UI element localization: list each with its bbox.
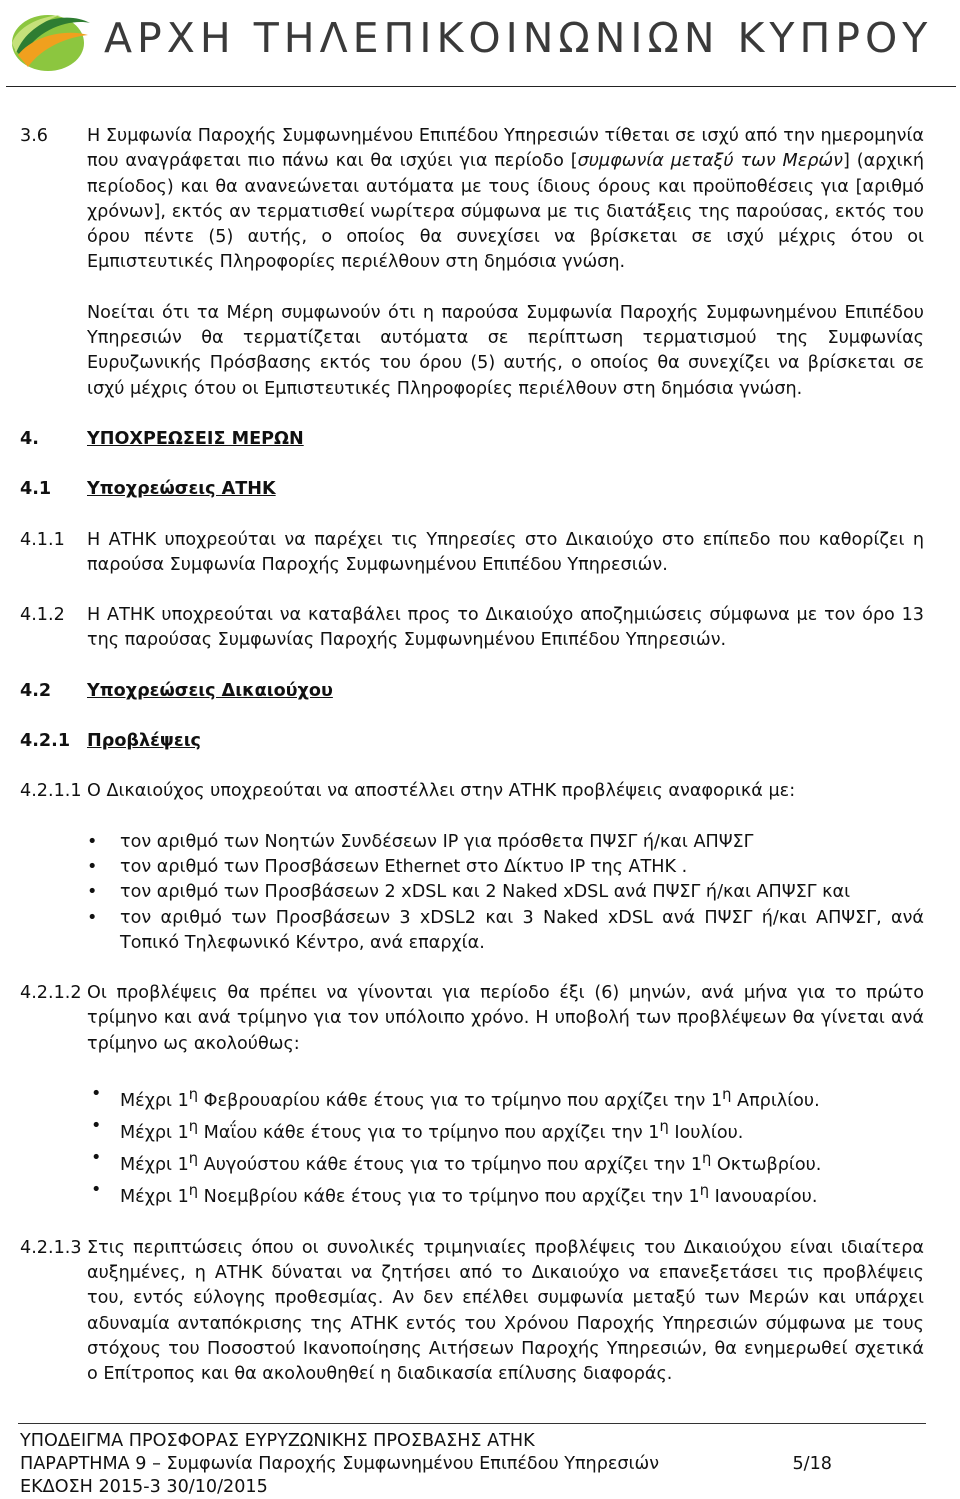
section-heading-4-1 — [20, 477, 924, 502]
ordinal-superscript: η — [702, 1150, 712, 1168]
section-title: Υποχρεώσεις ΑΤΗΚ — [87, 479, 276, 500]
list-item — [20, 1114, 924, 1146]
ordinal-superscript: η — [188, 1086, 199, 1104]
schedule-text: Μέχρι 1 — [120, 1090, 189, 1111]
schedule-text: Μέχρι 1 — [120, 1187, 189, 1208]
list-item — [20, 1082, 924, 1114]
page-number: 5/18 — [792, 1454, 832, 1474]
clause-4-2-1-3 — [20, 1236, 924, 1388]
clause-3-6 — [20, 124, 924, 276]
list-item — [20, 830, 924, 855]
clause-text-part: Η Συμφωνία Παροχής Συμφωνημένου Επιπέδου Υπηρεσιών τίθεται σε ισχύ από την ημερομηνία που αναγράφεται πιο πάνω και θα ισχύει για περίοδο [ — [87, 126, 924, 172]
clause-number: 4.2.1.1 — [20, 781, 82, 802]
section-number: 4. — [20, 428, 39, 449]
bullet-icon: • — [91, 1084, 102, 1105]
bullet-icon: • — [87, 856, 98, 877]
bullet-icon: • — [87, 831, 98, 852]
ordinal-superscript: η — [188, 1182, 199, 1200]
schedule-text: Οκτωβρίου. — [711, 1155, 822, 1176]
section-title: Υποχρεώσεις Δικαιούχου — [87, 680, 333, 701]
schedule-text: Ιουλίου. — [668, 1123, 744, 1144]
schedule-text: Ιανουαρίου. — [709, 1187, 818, 1208]
footer-divider — [18, 1423, 926, 1424]
bullet-icon: • — [91, 1180, 102, 1201]
schedule-text: Μέχρι 1 — [120, 1155, 189, 1176]
bullet-icon: • — [91, 1116, 102, 1137]
section-heading-4-2-1 — [20, 729, 924, 754]
submission-schedule-list — [20, 1082, 924, 1211]
clause-text: Η ΑΤΗΚ υποχρεούται να καταβάλει προς το Δικαιούχο αποζημιώσεις σύμφωνα με τον όρο 13 της παρούσας Συμφωνίας Παροχής Συμφωνημένου Επιπέδου Υπηρεσιών. — [87, 605, 924, 651]
bullet-icon: • — [91, 1148, 102, 1169]
list-item — [20, 1178, 924, 1210]
clause-text: Η ΑΤΗΚ υποχρεούται να παρέχει τις Υπηρεσίες στο Δικαιούχο στο επίπεδο που καθορίζει η παρούσα Συμφωνία Παροχής Συμφωνημένου Επιπέδου Υπηρεσιών. — [87, 529, 924, 575]
list-item-text: τον αριθμό των Προσβάσεων 3 xDSL2 και 3 Naked xDSL ανά ΠΨΣΓ ή/και ΑΠΨΣΓ, ανά Τοπικό Τηλεφωνικό Κέντρο, ανά επαρχία. — [120, 907, 924, 953]
clause-number: 4.2.1.2 — [20, 983, 82, 1004]
list-item-text: τον αριθμό των Νοητών Συνδέσεων IP για πρόσθετα ΠΨΣΓ ή/και ΑΠΨΣΓ — [120, 831, 754, 852]
clause-4-1-2 — [20, 603, 924, 654]
schedule-text: Αυγούστου κάθε έτους για το τρίμηνο που αρχίζει την 1 — [198, 1155, 703, 1176]
schedule-text: Απριλίου. — [731, 1090, 820, 1111]
section-heading-4-2 — [20, 679, 924, 704]
organization-name: ΑΡΧΗ ΤΗΛΕΠΙΚΟΙΝΩΝΙΩΝ ΚΥΠΡΟΥ — [104, 14, 933, 62]
clause-4-2-1-1 — [20, 779, 924, 804]
clause-text: Ο Δικαιούχος υποχρεούται να αποστέλλει στην ΑΤΗΚ προβλέψεις αναφορικά με: — [87, 781, 796, 802]
footer-document-title: ΥΠΟΔΕΙΓΜΑ ΠΡΟΣΦΟΡΑΣ ΕΥΡΥΖΩΝΙΚΗΣ ΠΡΟΣΒΑΣΗΣ ΑΤΗΚ — [20, 1431, 535, 1451]
list-item — [20, 1146, 924, 1178]
ordinal-superscript: η — [699, 1182, 710, 1200]
page-footer — [20, 1430, 840, 1499]
section-title: Προβλέψεις — [87, 731, 201, 752]
footer-annex-title: ΠΑΡΑΡΤΗΜΑ 9 – Συμφωνία Παροχής Συμφωνημένου Επιπέδου Υπηρεσιών — [20, 1454, 660, 1474]
schedule-text: Φεβρουαρίου κάθε έτους για το τρίμηνο που αρχίζει την 1 — [198, 1090, 723, 1111]
section-number: 4.2.1 — [20, 731, 71, 752]
section-title: ΥΠΟΧΡΕΩΣΕΙΣ ΜΕΡΩΝ — [87, 428, 304, 449]
clause-4-2-1-2 — [20, 981, 924, 1057]
list-item-text: τον αριθμό των Προσβάσεων Ethernet στο Δίκτυο IP της ΑΤΗΚ . — [120, 856, 688, 877]
list-item — [20, 855, 924, 880]
leaf-swoosh-logo-icon — [8, 5, 94, 75]
clause-text — [87, 124, 924, 276]
clause-text-part: ] (αρχική περίοδος) και θα ανανεώνεται αυτόματα με τους ίδιους όρους και προϋποθέσεις για [αριθμό χρόνων], εκτός αν τερματισθεί νωρίτερα σύμφωνα με τις διατάξεις της παρούσας, εκτός του όρου πέντε (5) αυτής, ο οποίος θα συνεχίσει να βρίσκεται σε ισχύ μέχρις ότου οι Εμπιστευτικές Πληροφορίες περιέλθουν στη δημόσια γνώση. — [87, 151, 924, 273]
section-number: 4.2 — [20, 680, 52, 701]
ordinal-superscript: η — [188, 1150, 199, 1168]
bullet-icon: • — [87, 907, 98, 928]
clause-text-emphasis: συμφωνία μεταξύ των Μερών — [577, 151, 843, 172]
clause-number: 3.6 — [20, 126, 48, 146]
ordinal-superscript: η — [188, 1118, 199, 1136]
list-item-text: τον αριθμό των Προσβάσεων 2 xDSL και 2 Naked xDSL ανά ΠΨΣΓ ή/και ΑΠΨΣΓ και — [120, 882, 851, 903]
clause-number: 4.1.1 — [20, 529, 65, 550]
list-item — [20, 880, 924, 905]
schedule-text: Νοεμβρίου κάθε έτους για το τρίμηνο που αρχίζει την 1 — [198, 1187, 700, 1208]
footer-edition: ΕΚΔΟΣΗ 2015-3 30/10/2015 — [20, 1477, 268, 1497]
ordinal-superscript: η — [659, 1118, 669, 1136]
clause-4-1-1 — [20, 528, 924, 579]
clause-text: Στις περιπτώσεις όπου οι συνολικές τριμηνιαίες προβλέψεις του Δικαιούχου είναι ιδιαίτερα αυξημένες, η ΑΤΗΚ δύναται να ζητήσει από το Δικαιούχο να επανεξετάσει τις προβλέψεις του, εντός εύλογης προθεσμίας. Αν δεν επέλθει συμφωνία μεταξύ των Μερών και υπάρχει αδυναμία ανταπόκρισης της ΑΤΗΚ εντός του Χρόνου Παροχής Υπηρεσιών σύμφωνα με τους στόχους του Ποσοστού Ικανοποίησης Αιτήσεων Παροχής Υπηρεσιών, θα ενημερωθεί σχετικά ο Επίτροπος και θα ακολουθηθεί η διαδικασία επίλυσης διαφοράς. — [87, 1237, 924, 1385]
clause-number: 4.2.1.3 — [20, 1237, 82, 1258]
clause-number: 4.1.2 — [20, 605, 65, 626]
bullet-icon: • — [87, 882, 98, 903]
section-number: 4.1 — [20, 479, 52, 500]
header-divider — [6, 86, 956, 87]
document-body — [20, 124, 924, 1387]
forecast-items-list — [20, 830, 924, 956]
list-item — [20, 906, 924, 957]
page-header — [0, 0, 960, 90]
schedule-text: Μέχρι 1 — [120, 1123, 189, 1144]
ordinal-superscript: η — [722, 1086, 732, 1104]
clause-text: Οι προβλέψεις θα πρέπει να γίνονται για περίοδο έξι (6) μηνών, ανά μήνα για το πρώτο τρίμηνο και ανά τρίμηνο για τον υπόλοιπο χρόνο. Η υποβολή των προβλέψεων θα γίνεται ανά τρίμηνο ως ακολούθως: — [87, 983, 924, 1054]
clause-paragraph: Νοείται ότι τα Μέρη συμφωνούν ότι η παρούσα Συμφωνία Παροχής Συμφωνημένου Επιπέδου Υπηρεσιών θα τερματίζεται αυτόματα σε περίπτωση τερματισμού της Συμφωνίας Ευρυζωνικής Πρόσβασης εκτός του όρου (5) αυτής, ο οποίος θα συνεχίζει να βρίσκεται σε ισχύ μέχρις ότου οι Εμπιστευτικές Πληροφορίες περιέλθουν στη δημόσια γνώση. — [87, 302, 924, 399]
schedule-text: Μαΐου κάθε έτους για το τρίμηνο που αρχίζει την 1 — [198, 1123, 660, 1144]
section-heading-4 — [20, 427, 924, 452]
